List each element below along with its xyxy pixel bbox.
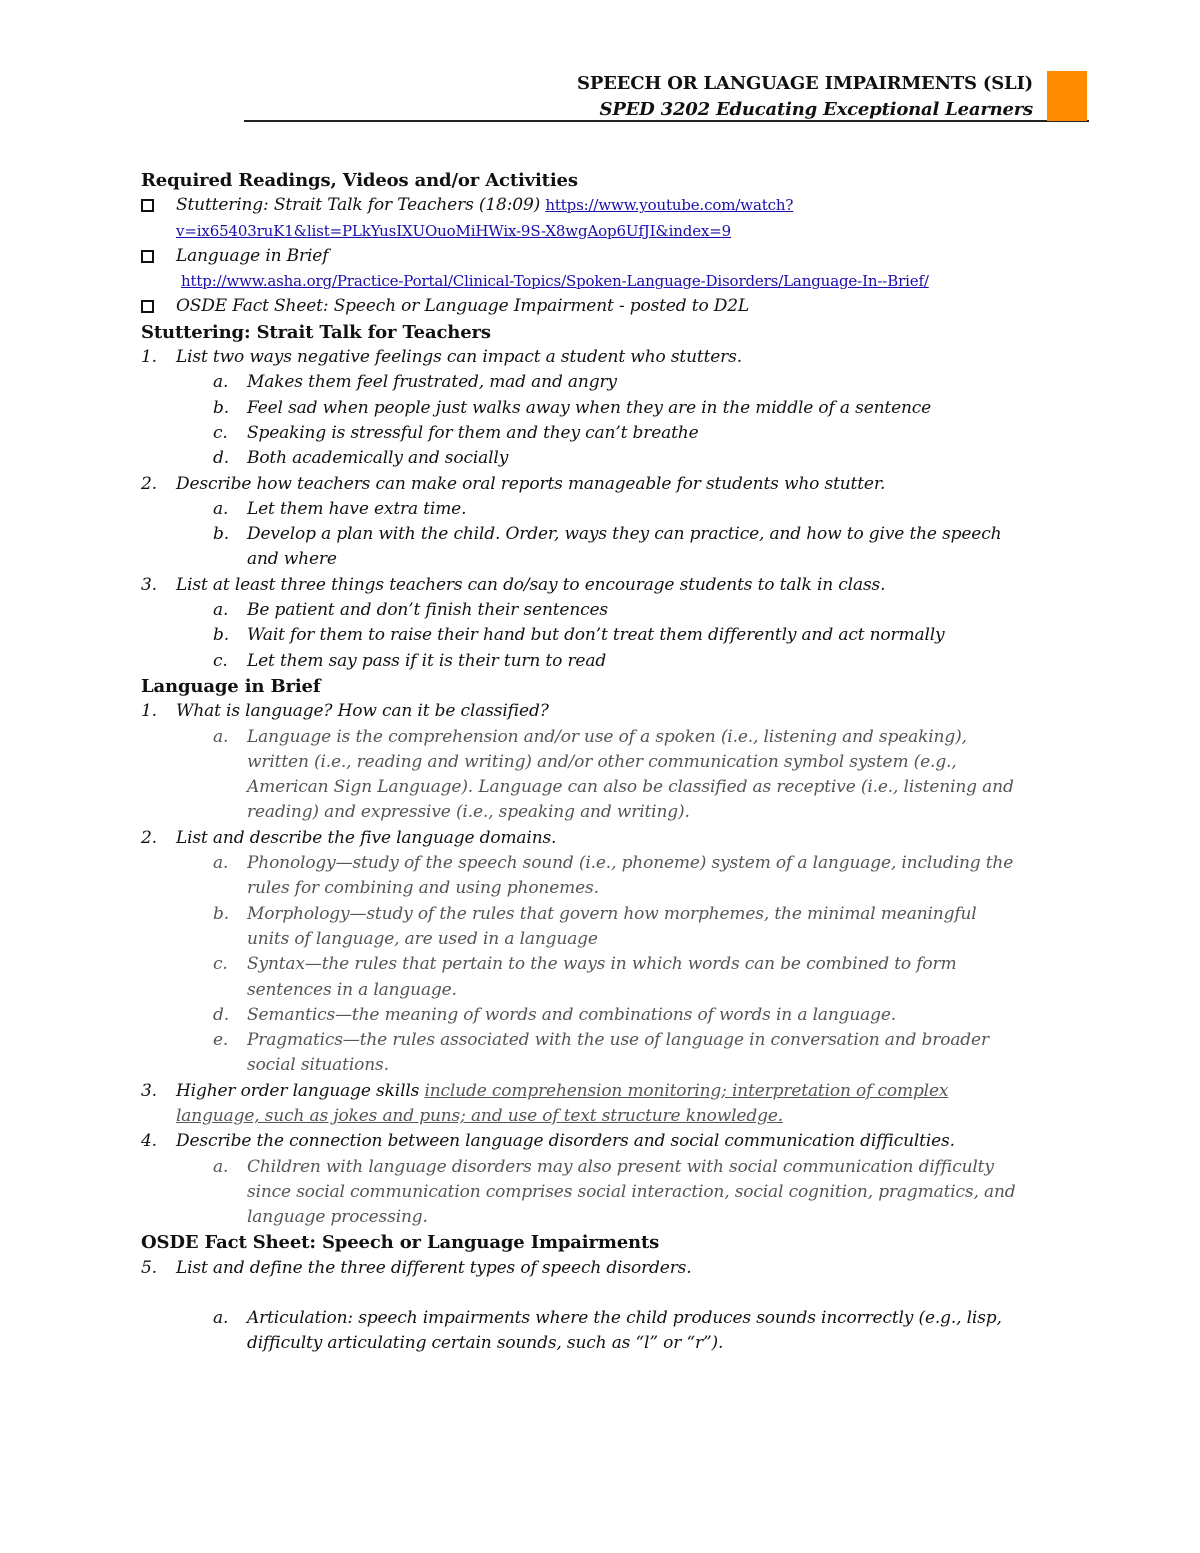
answer: a. Makes them feel frustrated, mad and angry <box>213 372 617 393</box>
answer-continued: since social communication comprises social interaction, social cognition, pragmatics, and <box>247 1181 1016 1202</box>
answer: a. Be patient and don’t finish their sentences <box>213 600 608 621</box>
question: 1. List two ways negative feelings can impact a student who stutters. <box>141 347 742 368</box>
checkbox-icon[interactable] <box>141 300 154 313</box>
answer-continued: American Sign Language). Language can also be classified as receptive (i.e., listening and <box>247 777 1014 798</box>
required-heading: Required Readings, Videos and/or Activities <box>141 170 578 191</box>
answer-continued: written (i.e., reading and writing) and/or other communication symbol system (e.g., <box>247 751 957 772</box>
checklist-item: Language in Brief <box>141 244 1071 269</box>
question: 3. List at least three things teachers can do/say to encourage students to talk in class. <box>141 574 886 595</box>
checklist-item: Stuttering: Strait Talk for Teachers (18:09) https://www.youtube.com/watch? <box>141 193 1071 218</box>
question: 2. List and describe the five language domains. <box>141 827 557 848</box>
answer: c. Syntax—the rules that pertain to the ways in which words can be combined to form <box>213 954 957 975</box>
question: 2. Describe how teachers can make oral reports manageable for students who stutter. <box>141 473 886 494</box>
answer: a. Phonology—study of the speech sound (i.e., phoneme) system of a language, including the <box>213 853 1014 874</box>
question-continued: language, such as jokes and puns; and use of text structure knowledge. <box>176 1105 783 1126</box>
question: 1. What is language? How can it be classified? <box>141 701 549 722</box>
answer-continued: reading) and expressive (i.e., speaking and writing). <box>247 802 690 823</box>
checkbox-icon[interactable] <box>141 250 154 263</box>
osde-heading: OSDE Fact Sheet: Speech or Language Impairments <box>141 1232 660 1254</box>
document-body <box>141 168 1071 1357</box>
answer: c. Let them say pass if it is their turn to read <box>213 650 607 671</box>
answer: a. Let them have extra time. <box>213 498 467 519</box>
header-subtitle: SPED 3202 Educating Exceptional Learners <box>599 99 1033 120</box>
youtube-link[interactable]: https://www.youtube.com/watch? <box>545 196 794 215</box>
answer-continued: difficulty articulating certain sounds, such as “l” or “r”). <box>247 1333 724 1354</box>
answer: d. Semantics—the meaning of words and combinations of words in a language. <box>213 1004 897 1025</box>
header-title: SPEECH OR LANGUAGE IMPAIRMENTS (SLI) <box>577 73 1033 94</box>
blank-line <box>141 1281 1071 1306</box>
header-rule <box>244 120 1089 122</box>
stuttering-heading: Stuttering: Strait Talk for Teachers <box>141 321 491 343</box>
answer-continued: units of language, are used in a language <box>247 928 598 949</box>
answer-continued: sentences in a language. <box>247 979 457 1000</box>
answer: b. Wait for them to raise their hand but don’t treat them differently and act normally <box>213 625 945 646</box>
answer: a. Children with language disorders may also present with social communication difficulty <box>213 1156 994 1177</box>
checklist-item: OSDE Fact Sheet: Speech or Language Impairment - posted to D2L <box>141 294 1071 319</box>
answer: a. Language is the comprehension and/or use of a spoken (i.e., listening and speaking), <box>213 726 967 747</box>
answer-continued: rules for combining and using phonemes. <box>247 878 599 899</box>
language-heading: Language in Brief <box>141 675 321 697</box>
answer: c. Speaking is stressful for them and they can’t breathe <box>213 422 699 443</box>
question: 4. Describe the connection between language disorders and social communication difficulties. <box>141 1131 955 1152</box>
answer-continued: language processing. <box>247 1207 428 1228</box>
checklist-item-continued <box>141 219 1071 244</box>
answer: b. Morphology—study of the rules that govern how morphemes, the minimal meaningful <box>213 903 977 924</box>
youtube-link-continued[interactable]: v=ix65403ruK1&list=PLkYusIXUOuoMiHWix-9S-X8wgAop6UfJI&index=9 <box>176 221 732 240</box>
answer-continued: social situations. <box>247 1055 389 1076</box>
answer: b. Develop a plan with the child. Order, ways they can practice, and how to give the speech <box>213 524 1002 545</box>
checkbox-icon[interactable] <box>141 199 154 212</box>
question: 3. Higher order language skills include comprehension monitoring; interpretation of complex <box>141 1080 949 1101</box>
question: 5. List and define the three different types of speech disorders. <box>141 1257 692 1278</box>
answer: b. Feel sad when people just walks away when they are in the middle of a sentence <box>213 397 932 418</box>
header-accent-box <box>1047 71 1087 121</box>
answer: e. Pragmatics—the rules associated with the use of language in conversation and broader <box>213 1030 989 1051</box>
answer: a. Articulation: speech impairments where the child produces sounds incorrectly (e.g., lisp, <box>213 1308 1002 1329</box>
answer: d. Both academically and socially <box>213 448 509 469</box>
asha-link[interactable]: http://www.asha.org/Practice-Portal/Clinical-Topics/Spoken-Language-Disorders/Language-In--Brief/ <box>181 272 929 291</box>
checklist-item-continued <box>141 269 1071 294</box>
answer-continued: and where <box>247 549 337 570</box>
